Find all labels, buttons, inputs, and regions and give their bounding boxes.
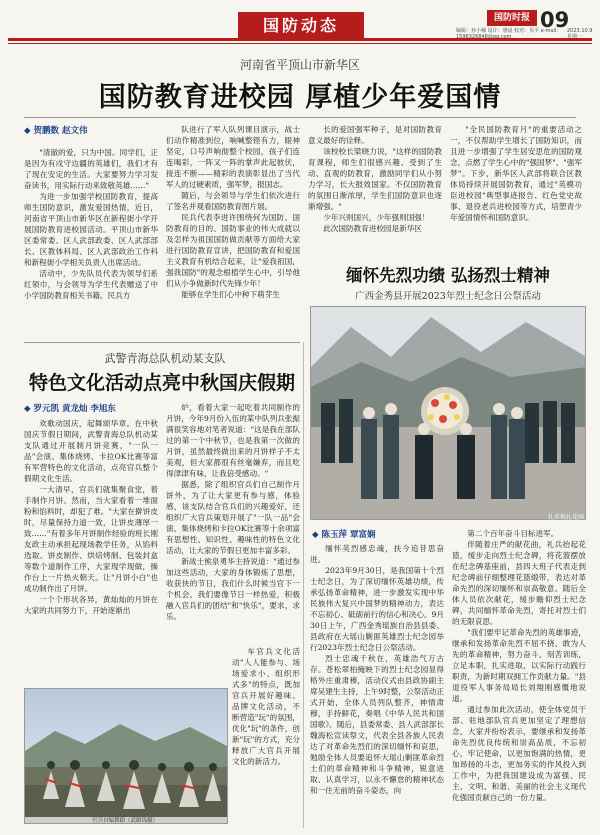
article3-column-2: 第二个百年奋斗目标进军。 伴随着庄严的献花曲，礼兵抬起花篮，缓步走向烈士纪念碑，将花篮摆放在纪念碑基座前，县四大班子代表走到纪念碑前仔细整理花篮缎带，表达对革命先烈的深切缅怀和崇高敬意。随后全体人员依次献花，缓步瞻仰烈士纪念碑，共同缅怀革命先烈，寄托对烈士们的无限哀思。 "我们要牢记革命先烈的英雄事迹，继承和发扬革命先烈不屈不挠、敢为人先的革命精神，努力奋斗，刻苦训练，立足本职，扎实进取，以实际行动践行职责，为新时期双拥工作贡献力量。"县退役军人事务局局长刘翔刚感慨地说道。 通过参加此次活动，使全体党员干部、驻地部队官兵更加坚定了理想信念，大家并纷纷表示，要继承和发扬革命先烈优良传统和崇高品质，不忘初心，牢记使命，以更加饱满的热情，更加昂扬的斗志，更加务实的作风投入到工作中，为把我国建设成为富强、民主、文明、和谐、美丽的社会主义现代化强国贡献自己的一份力量。 <box>452 529 586 802</box>
issue-date: 2023.10.9 星期一 <box>567 28 593 40</box>
article1-column-1: "清澈的爱，只为中国。同学们，正是因为有戍守边疆的英雄们，我们才有了现在安定的生活。大家要努力学习发奋读书，用实际行动来致敬英雄……" 为进一步加强学校国防教育，提高师生国防意识，激发爱国热情，近日，河南省平顶山市新华区在新程街小学开展国防教育进校园活动。平顶山市新华区委常委、区人武部政委、区人武部部长、区教体科局、区人武部政治工作科和新程街小学相关负责人出席活动。 活动中，少先队员代表为领导们系红领巾，与会领导为学生代表赠送了中小学国防教育相关书籍。民兵方 <box>24 148 158 300</box>
article2-kicker: 武警青海总队机动某支队 <box>104 352 226 365</box>
article1-column-3: 长的爱国强军种子，是对国防教育意义最好的诠释。 该校校长梁晓力说，"这样的国防教育课程，师生们很感兴趣、受到了生动、直观的防教育，激励同学们从小努力学习，长大报效国家。不仅国防教育的氛围日渐浓厚，学生们国防意识也逐渐增强。" 少年兴则国兴，少年强则国强！ 此次国防教育进校园是新华区 <box>308 125 442 233</box>
article2-column-2b: 车官兵文化活动"人人能参与、场场爱求小、组织形式多"的特点，既加官兵开展好趣味、品牌文化活动，不断营造"玩"的氛围，优化"玩"的条件，创新"玩"的方式，充分释放广大官兵开展文化的新活力。 <box>232 647 300 766</box>
article3-column-1: 缅怀英烈感忠魂，扶今追昔思奋进。 2023年9月30日，是我国第十个烈士纪念日，为了深切缅怀英雄功绩，传承弘扬革命精神，进一步激发实现中华民族伟大复兴中国梦的精神动力，表达不忘初心、砥砺前行的信心和决心。9月30日上午，广西金秀瑶族自治县县委、县政府在大瑶山剿匪英雄烈士纪念园举行2023年烈士纪念日公祭活动。 烈士忠魂千秋在，英雄浩气万古存。苍松翠柏掩映下的烈士纪念园显得格外庄重肃穆，活动仪式由县政协副主席吴建生主持，上午9时整，公祭活动正式开始，全体人员列队整齐，神情肃穆，手持鲜花，奏唱《中华人民共和国国歌》。随后，县委常委、县人武部部长魏海松宣读祭文，代表全县各族人民表达了对革命先烈们的深切缅怀和哀思，勉励全体人员要追怀大瑶山剿匪革命烈士们的革命精神和斗争精神，锐意进取、认真学习，以永不懈怠的精神状态和一往无前的奋斗姿态，向 <box>310 544 444 795</box>
article1-column-2: 队进行了军人队列课目演示，战士们动作精准到位，响喊整铿有力，眼神坚定，口号声响彻整个校园，孩子们连连喝彩，一阵又一阵的掌声此起彼伏，接连不断——精彩的表演彰显出了当代军人的过硬素质，强军梦，报国志。 随后，与会领导与学生们依次进行了签名并观看国防教育图片展。 民兵代表李进许围绕何为国防、国防教育的目的、国防事业的伟大成就以及怎样为祖国国防做贡献等方面给大家进行国防教育宣讲，把国防教育和爱国主义教育有机结合起来，让"爱我祖国，强我国防"的观念根植学生心中，引导他们从小争做新时代先锋少年！ 能够在学生们心中种下萌芽生 <box>166 125 300 299</box>
divider <box>24 117 576 118</box>
article2-byline: ◆ 罗元凯 黄龙灿 李旭东 <box>24 404 116 414</box>
dancers-photo <box>24 688 228 824</box>
article3-subhead: 广西金秀县开展2023年烈士纪念日公祭活动 <box>355 291 541 302</box>
header-rule-thin <box>8 43 592 44</box>
article2-column-2: 炉，看着大家一起吃着共同制作的月饼，今年9月份入伍的某中队列兵张振满很笑容地对笔者说道："这是我在部队过的第一个中秋节，也是我第一次做的月饼，虽然最终做出来的月饼样子不太美观，但大家都很有丝毫嫌弃，而且吃得津津有味，让我倍受感动。" 据悉，除了组织官兵们自己制作月饼外，为了让大家更有参与感，体验感，该支队结合官兵们的兴趣爱好，还组织广大官兵策划开展了"一队一品"会演、集体烧烤和卡拉OK比赛等十余项富有思想性、知识性、趣味性的特色文化活动，让大家的节假日更加丰富多彩。 新战士熊泉勇华主持说道："通过参加这些活动，大家的身体锻炼了思想，收获快的节日，我们什么时候当官下一个机会，我们要像节日一样热爱，积极融入官兵们的团结"和"快乐"，要求，求乐。 <box>166 403 300 621</box>
article2-column-1: 欢歌动国庆，起舞颂华章。在中秋国庆节假日期间，武警青海总队机动某支队通过开展制月饼竞赛，"一队一品"会演、集体烧烤、卡拉OK比赛等富有军营特色的文化活动，点亮官兵整个假期文化生活。 一大清早，官兵们就集聚食堂，着手制作月饼。然而，当大家看着一堆面粉和馅料时，却犯了难。"大家在擀饼皮时，尽量保持力道一致，让饼皮薄厚一致……"有着多年月饼制作经验的班长刚友政主动承担起现场教学任务，从馅料选取、饼皮制作、烘焙烤制、包装封盒等数个道制作工序，大家现学现做，操作台上一片热火朝天。让"月饼小白"也成功制作出了月饼。 一个个形状各异，黄灿灿的月饼在大家的共同努力下，开始逐渐出 <box>24 419 158 615</box>
article1-column-4: "全民国防教育月"的重要活动之一，不仅帮助学生增长了国防知识，而且进一步增强了学生居安思危的国防观念，点燃了学生心中的"强国梦"、"强军梦"。下步，新华区人武部将联合区教体局持续开展国防教育，通过"英模功臣进校园"典型事迹报告、红色党史故事、退役老兵进校园等方式，培塑青少年爱国情怀和国防意识。 <box>450 125 582 222</box>
article1-byline: ◆ 贺鹏数 赵文伟 <box>24 126 88 136</box>
article1-kicker: 河南省平顶山市新华区 <box>239 58 360 72</box>
article2-headline: 特色文化活动点亮中秋国庆假期 <box>28 372 295 394</box>
section-title: 国防动态 <box>238 12 364 40</box>
masthead-logo: 国防时报 <box>487 10 537 26</box>
article3-headline: 缅怀先烈功绩 弘扬烈士精神 <box>346 266 550 285</box>
editor-info: 编辑：孙小楠 设计：惠晨 校对：贝平 e-mail：1596326848@qq.com <box>456 28 562 40</box>
memorial-photo-caption: 扎来根扎花圈 <box>547 514 584 521</box>
page-number: 09 <box>540 8 570 32</box>
article1-headline: 国防教育进校园 厚植少年爱国情 <box>98 82 502 113</box>
article3-byline: ◆ 陈玉萍 覃富娴 <box>312 530 376 540</box>
divider <box>24 342 300 343</box>
memorial-photo <box>310 306 586 520</box>
dancers-photo-caption: 官兵自编舞蹈（武路锦摄） <box>91 818 158 824</box>
column-divider <box>303 342 304 828</box>
